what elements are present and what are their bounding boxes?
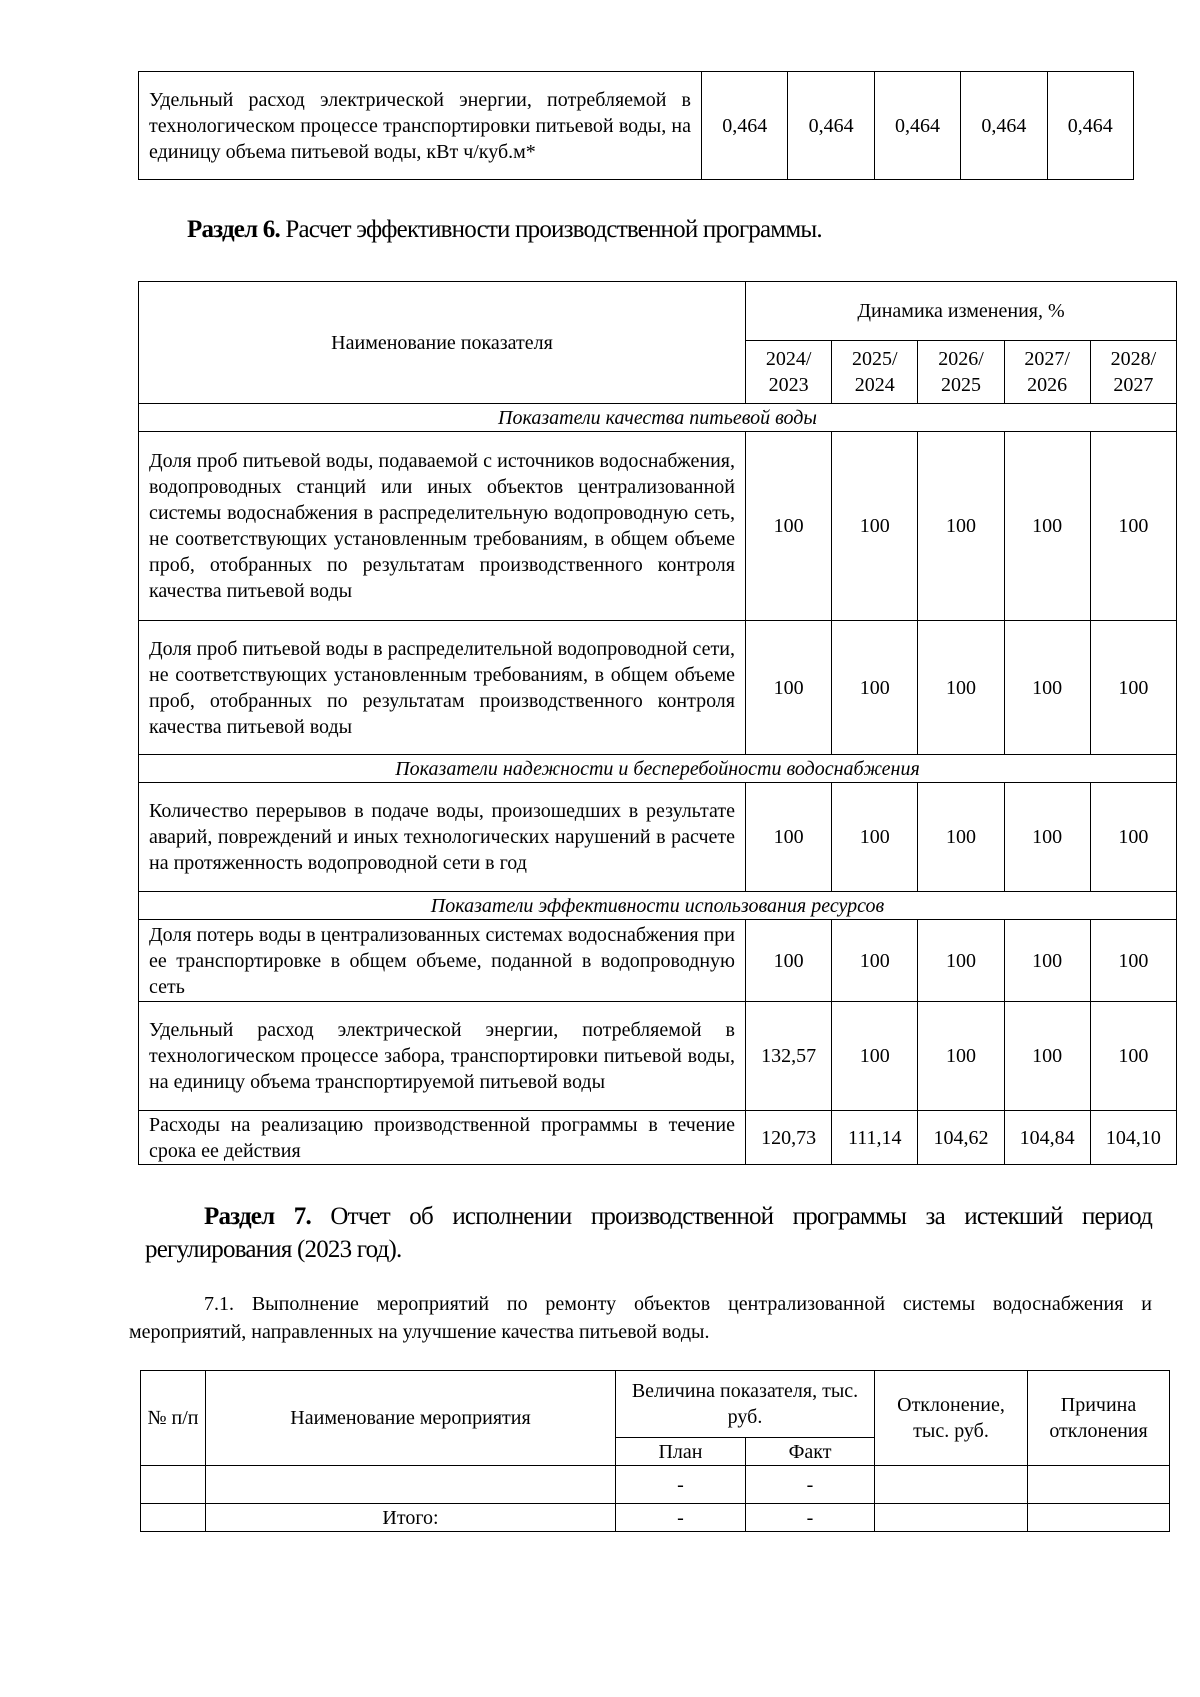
indicator-label: Доля проб питьевой воды в распределительной водопроводной сети, не соответствующих установленным требованиям, в общем объеме проб, отобранных по результатам производственного контроля качества питьевой воды <box>139 621 746 755</box>
header-row <box>141 1371 1170 1438</box>
value-cell: 100 <box>918 783 1004 892</box>
section6-heading <box>187 216 822 244</box>
paragraph-7-1: 7.1. Выполнение мероприятий по ремонту объектов централизованной системы водоснабжения и мероприятий, направленных на улучшение качества питьевой воды. <box>129 1293 1152 1343</box>
value-cell: 100 <box>746 920 832 1002</box>
name-cell <box>206 1466 616 1504</box>
section7-heading <box>145 1200 1152 1266</box>
group-row <box>139 404 1177 432</box>
activities-table <box>140 1370 1170 1532</box>
num-header: № п/п <box>141 1371 206 1466</box>
dynamics-header: Динамика изменения, % <box>746 282 1177 341</box>
indicator-label: Удельный расход электрической энергии, потребляемой в технологическом процессе транспортировки питьевой воды, на единицу объема питьевой воды, кВт ч/куб.м* <box>139 72 702 180</box>
indicator-label: Доля потерь воды в централизованных системах водоснабжения при ее транспортировке в общем объеме, поданной в водопроводную сеть <box>139 920 746 1002</box>
table-row <box>139 621 1177 755</box>
deviation-cell <box>875 1466 1028 1504</box>
group-row <box>139 892 1177 920</box>
value-cell: 0,464 <box>788 72 874 180</box>
value-cell: 0,464 <box>702 72 788 180</box>
value-cell: 111,14 <box>832 1111 918 1165</box>
reason-cell <box>1028 1466 1170 1504</box>
section-number: Раздел 6. <box>187 216 280 243</box>
plan-cell: - <box>616 1504 746 1532</box>
top-table <box>138 71 1134 180</box>
section-number: Раздел 7. <box>204 1203 311 1230</box>
table-row <box>139 920 1177 1002</box>
year-header: 2024/ 2023 <box>746 341 832 404</box>
value-cell: 100 <box>1004 432 1090 621</box>
value-cell: 100 <box>1004 621 1090 755</box>
value-cell: 100 <box>832 1002 918 1111</box>
value-cell: 0,464 <box>961 72 1047 180</box>
table-row <box>139 1002 1177 1111</box>
value-cell: 132,57 <box>746 1002 832 1111</box>
table-row <box>139 1111 1177 1165</box>
value-cell: 0,464 <box>874 72 960 180</box>
table-row <box>139 72 1134 180</box>
name-cell: Итого: <box>206 1504 616 1532</box>
year-header: 2025/ 2024 <box>832 341 918 404</box>
efficiency-table <box>138 281 1177 1165</box>
group-title: Показатели качества питьевой воды <box>139 404 1177 432</box>
value-cell: 100 <box>1090 920 1176 1002</box>
indicator-label: Количество перерывов в подаче воды, произошедших в результате аварий, повреждений и иных технологических нарушений в расчете на протяженность водопроводной сети в год <box>139 783 746 892</box>
year-header: 2027/ 2026 <box>1004 341 1090 404</box>
fact-cell: - <box>746 1504 875 1532</box>
plan-cell: - <box>616 1466 746 1504</box>
year-header: 2028/ 2027 <box>1090 341 1176 404</box>
header-row <box>139 282 1177 341</box>
value-cell: 100 <box>1004 783 1090 892</box>
reason-header: Причина отклонения <box>1028 1371 1170 1466</box>
indicator-label: Доля проб питьевой воды, подаваемой с источников водоснабжения, водопроводных станций или иных объектов централизованной системы водоснабжения в распределительную водопроводную сеть, не соответствующих установленным требованиям, в общем объеме проб, отобранных по результатам производственного контроля качества питьевой воды <box>139 432 746 621</box>
value-cell: 0,464 <box>1047 72 1133 180</box>
year-header: 2026/ 2025 <box>918 341 1004 404</box>
value-cell: 100 <box>1090 621 1176 755</box>
value-cell: 100 <box>1090 1002 1176 1111</box>
num-cell <box>141 1504 206 1532</box>
value-cell: 104,10 <box>1090 1111 1176 1165</box>
value-cell: 100 <box>832 621 918 755</box>
section-title: Расчет эффективности производственной программы. <box>279 216 822 243</box>
value-cell: 100 <box>832 783 918 892</box>
group-title: Показатели эффективности использования ресурсов <box>139 892 1177 920</box>
value-cell: 100 <box>746 432 832 621</box>
value-cell: 104,62 <box>918 1111 1004 1165</box>
fact-cell: - <box>746 1466 875 1504</box>
value-cell: 100 <box>746 621 832 755</box>
reason-cell <box>1028 1504 1170 1532</box>
group-title: Показатели надежности и бесперебойности водоснабжения <box>139 755 1177 783</box>
table-row <box>139 432 1177 621</box>
deviation-header: Отклонение, тыс. руб. <box>875 1371 1028 1466</box>
group-row <box>139 755 1177 783</box>
value-cell: 100 <box>1004 920 1090 1002</box>
value-cell: 100 <box>746 783 832 892</box>
value-header: Величина показателя, тыс. руб. <box>616 1371 875 1438</box>
value-cell: 100 <box>832 920 918 1002</box>
section-title: Отчет об исполнении производственной программы за истекший период регулирования (2023 год). <box>145 1203 1153 1263</box>
deviation-cell <box>875 1504 1028 1532</box>
table-row <box>139 783 1177 892</box>
indicator-label: Удельный расход электрической энергии, потребляемой в технологическом процессе забора, транспортировки питьевой воды, на единицу объема транспортируемой питьевой воды <box>139 1002 746 1111</box>
value-cell: 100 <box>1090 783 1176 892</box>
value-cell: 100 <box>832 432 918 621</box>
value-cell: 100 <box>918 432 1004 621</box>
value-cell: 100 <box>918 621 1004 755</box>
num-cell <box>141 1466 206 1504</box>
value-cell: 100 <box>918 920 1004 1002</box>
table-row <box>141 1466 1170 1504</box>
name-header: Наименование показателя <box>139 282 746 404</box>
value-cell: 120,73 <box>746 1111 832 1165</box>
indicator-label: Расходы на реализацию производственной программы в течение срока ее действия <box>139 1111 746 1165</box>
fact-header: Факт <box>746 1438 875 1466</box>
value-cell: 100 <box>1090 432 1176 621</box>
total-row <box>141 1504 1170 1532</box>
plan-header: План <box>616 1438 746 1466</box>
value-cell: 104,84 <box>1004 1111 1090 1165</box>
value-cell: 100 <box>1004 1002 1090 1111</box>
name-header: Наименование мероприятия <box>206 1371 616 1466</box>
value-cell: 100 <box>918 1002 1004 1111</box>
